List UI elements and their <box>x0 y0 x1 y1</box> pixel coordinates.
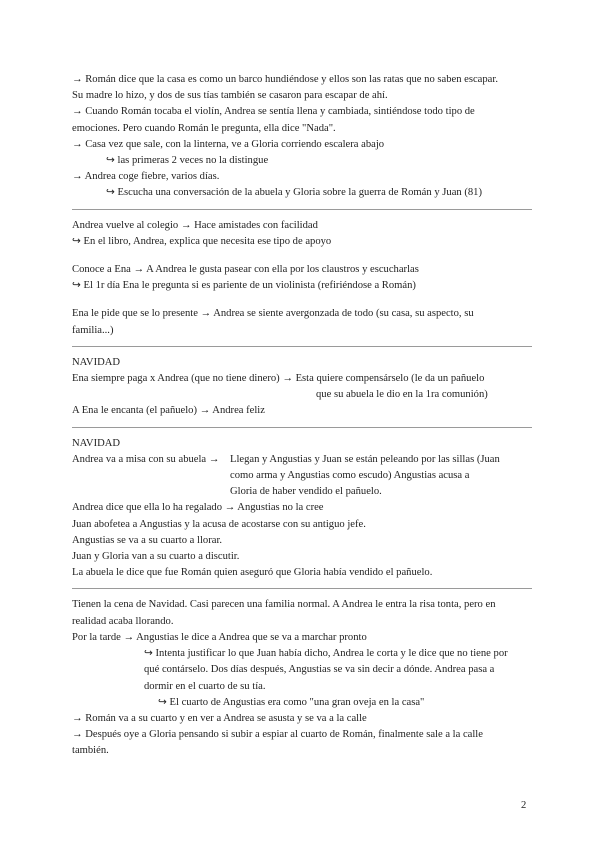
page-number: 2 <box>521 800 527 811</box>
section-1 <box>72 72 532 202</box>
divider <box>72 588 532 589</box>
text-line-continued: Gloria de haber vendido el pañuelo. <box>230 486 382 498</box>
text-line: realidad acaba llorando. <box>72 615 174 627</box>
text-line: A Ena le encanta (el pañuelo) → Andrea feliz <box>72 405 265 417</box>
text-line-left: Andrea va a misa con su abuela → <box>72 453 220 465</box>
text-line: ↪ El 1r día Ena le pregunta si es pariente de un violinista (refiriéndose a Román) <box>72 280 416 292</box>
section-heading: NAVIDAD <box>72 437 121 449</box>
text-line: Andrea vuelve al colegio → Hace amistades con facilidad <box>72 219 318 231</box>
text-line-indented: ↪ Escucha una conversación de la abuela y Gloria sobre la guerra de Román y Juan (81) <box>106 187 482 199</box>
text-line: también. <box>72 745 109 757</box>
text-line-indented: ↪ El cuarto de Angustias era como "una gran oveja en la casa" <box>158 696 425 708</box>
text-line: emociones. Pero cuando Román le pregunta, ella dice "Nada". <box>72 122 336 134</box>
text-line: Andrea dice que ella lo ha regalado → Angustias no la cree <box>72 502 324 514</box>
text-line: Juan abofetea a Angustias y la acusa de acostarse con su antiguo jefe. <box>72 518 366 530</box>
section-heading: NAVIDAD <box>72 356 121 368</box>
text-line-continued: que su abuela le dio en la 1ra comunión) <box>316 389 488 401</box>
text-line: → Cuando Román tocaba el violín, Andrea se sentía llena y cambiada, sintiéndose todo tipo de <box>72 106 475 118</box>
spacer <box>72 294 532 306</box>
text-line: → Después oye a Gloria pensando si subir a espiar al cuarto de Román, finalmente sale a la calle <box>72 729 483 741</box>
text-line: Angustias se va a su cuarto a llorar. <box>72 534 223 546</box>
text-line: Ena siempre paga x Andrea (que no tiene dinero) → Esta quiere compensárselo (le da un pañuelo <box>72 373 485 385</box>
text-line-indented: qué contárselo. Dos días después, Angustias se va sin decir a dónde. Andrea pasa a <box>144 664 495 676</box>
text-line-continued: como arma y Angustias como escudo) Angustias acusa a <box>230 470 470 482</box>
text-line-indented: dormir en el cuarto de su tía. <box>144 680 266 692</box>
spacer <box>72 250 532 262</box>
document-page <box>72 72 532 760</box>
section-4 <box>72 436 532 582</box>
divider <box>72 427 532 428</box>
text-line: → Román dice que la casa es como un barco hundiéndose y ellos son las ratas que no saben escapar. <box>72 74 498 85</box>
section-2 <box>72 218 532 339</box>
text-line-indented: ↪ Intenta justificar lo que Juan había dicho, Andrea le corta y le dice que no tiene por <box>144 648 508 660</box>
divider <box>72 346 532 347</box>
text-line: Su madre lo hizo, y dos de sus tías también se casaron para escapar de ahí. <box>72 90 388 102</box>
text-line: familia...) <box>72 324 114 336</box>
section-3 <box>72 355 532 420</box>
text-line: ↪ En el libro, Andrea, explica que necesita ese tipo de apoyo <box>72 235 332 247</box>
text-line: → Casa vez que sale, con la linterna, ve a Gloria corriendo escalera abajo <box>72 138 385 150</box>
text-line-right: Llegan y Angustias y Juan se están peleando por las sillas (Juan <box>230 453 500 465</box>
text-line: Por la tarde → Angustias le dice a Andrea que se va a marchar pronto <box>72 631 367 643</box>
two-column-line <box>72 452 532 468</box>
divider <box>72 209 532 210</box>
text-line: → Román va a su cuarto y en ver a Andrea se asusta y se va a la calle <box>72 712 367 724</box>
section-5 <box>72 597 532 759</box>
text-line: Ena le pide que se lo presente → Andrea se siente avergonzada de todo (su casa, su aspecto, su <box>72 308 474 320</box>
text-line: Juan y Gloria van a su cuarto a discutir. <box>72 551 240 563</box>
text-line: La abuela le dice que fue Román quien aseguró que Gloria había vendido el pañuelo. <box>72 567 433 579</box>
text-line: → Andrea coge fiebre, varios días. <box>72 171 220 183</box>
text-line-indented: ↪ las primeras 2 veces no la distingue <box>106 155 269 167</box>
text-line: Conoce a Ena → A Andrea le gusta pasear con ella por los claustros y escucharlas <box>72 264 419 276</box>
text-line: Tienen la cena de Navidad. Casi parecen una familia normal. A Andrea le entra la risa tonta, pero en <box>72 599 496 611</box>
